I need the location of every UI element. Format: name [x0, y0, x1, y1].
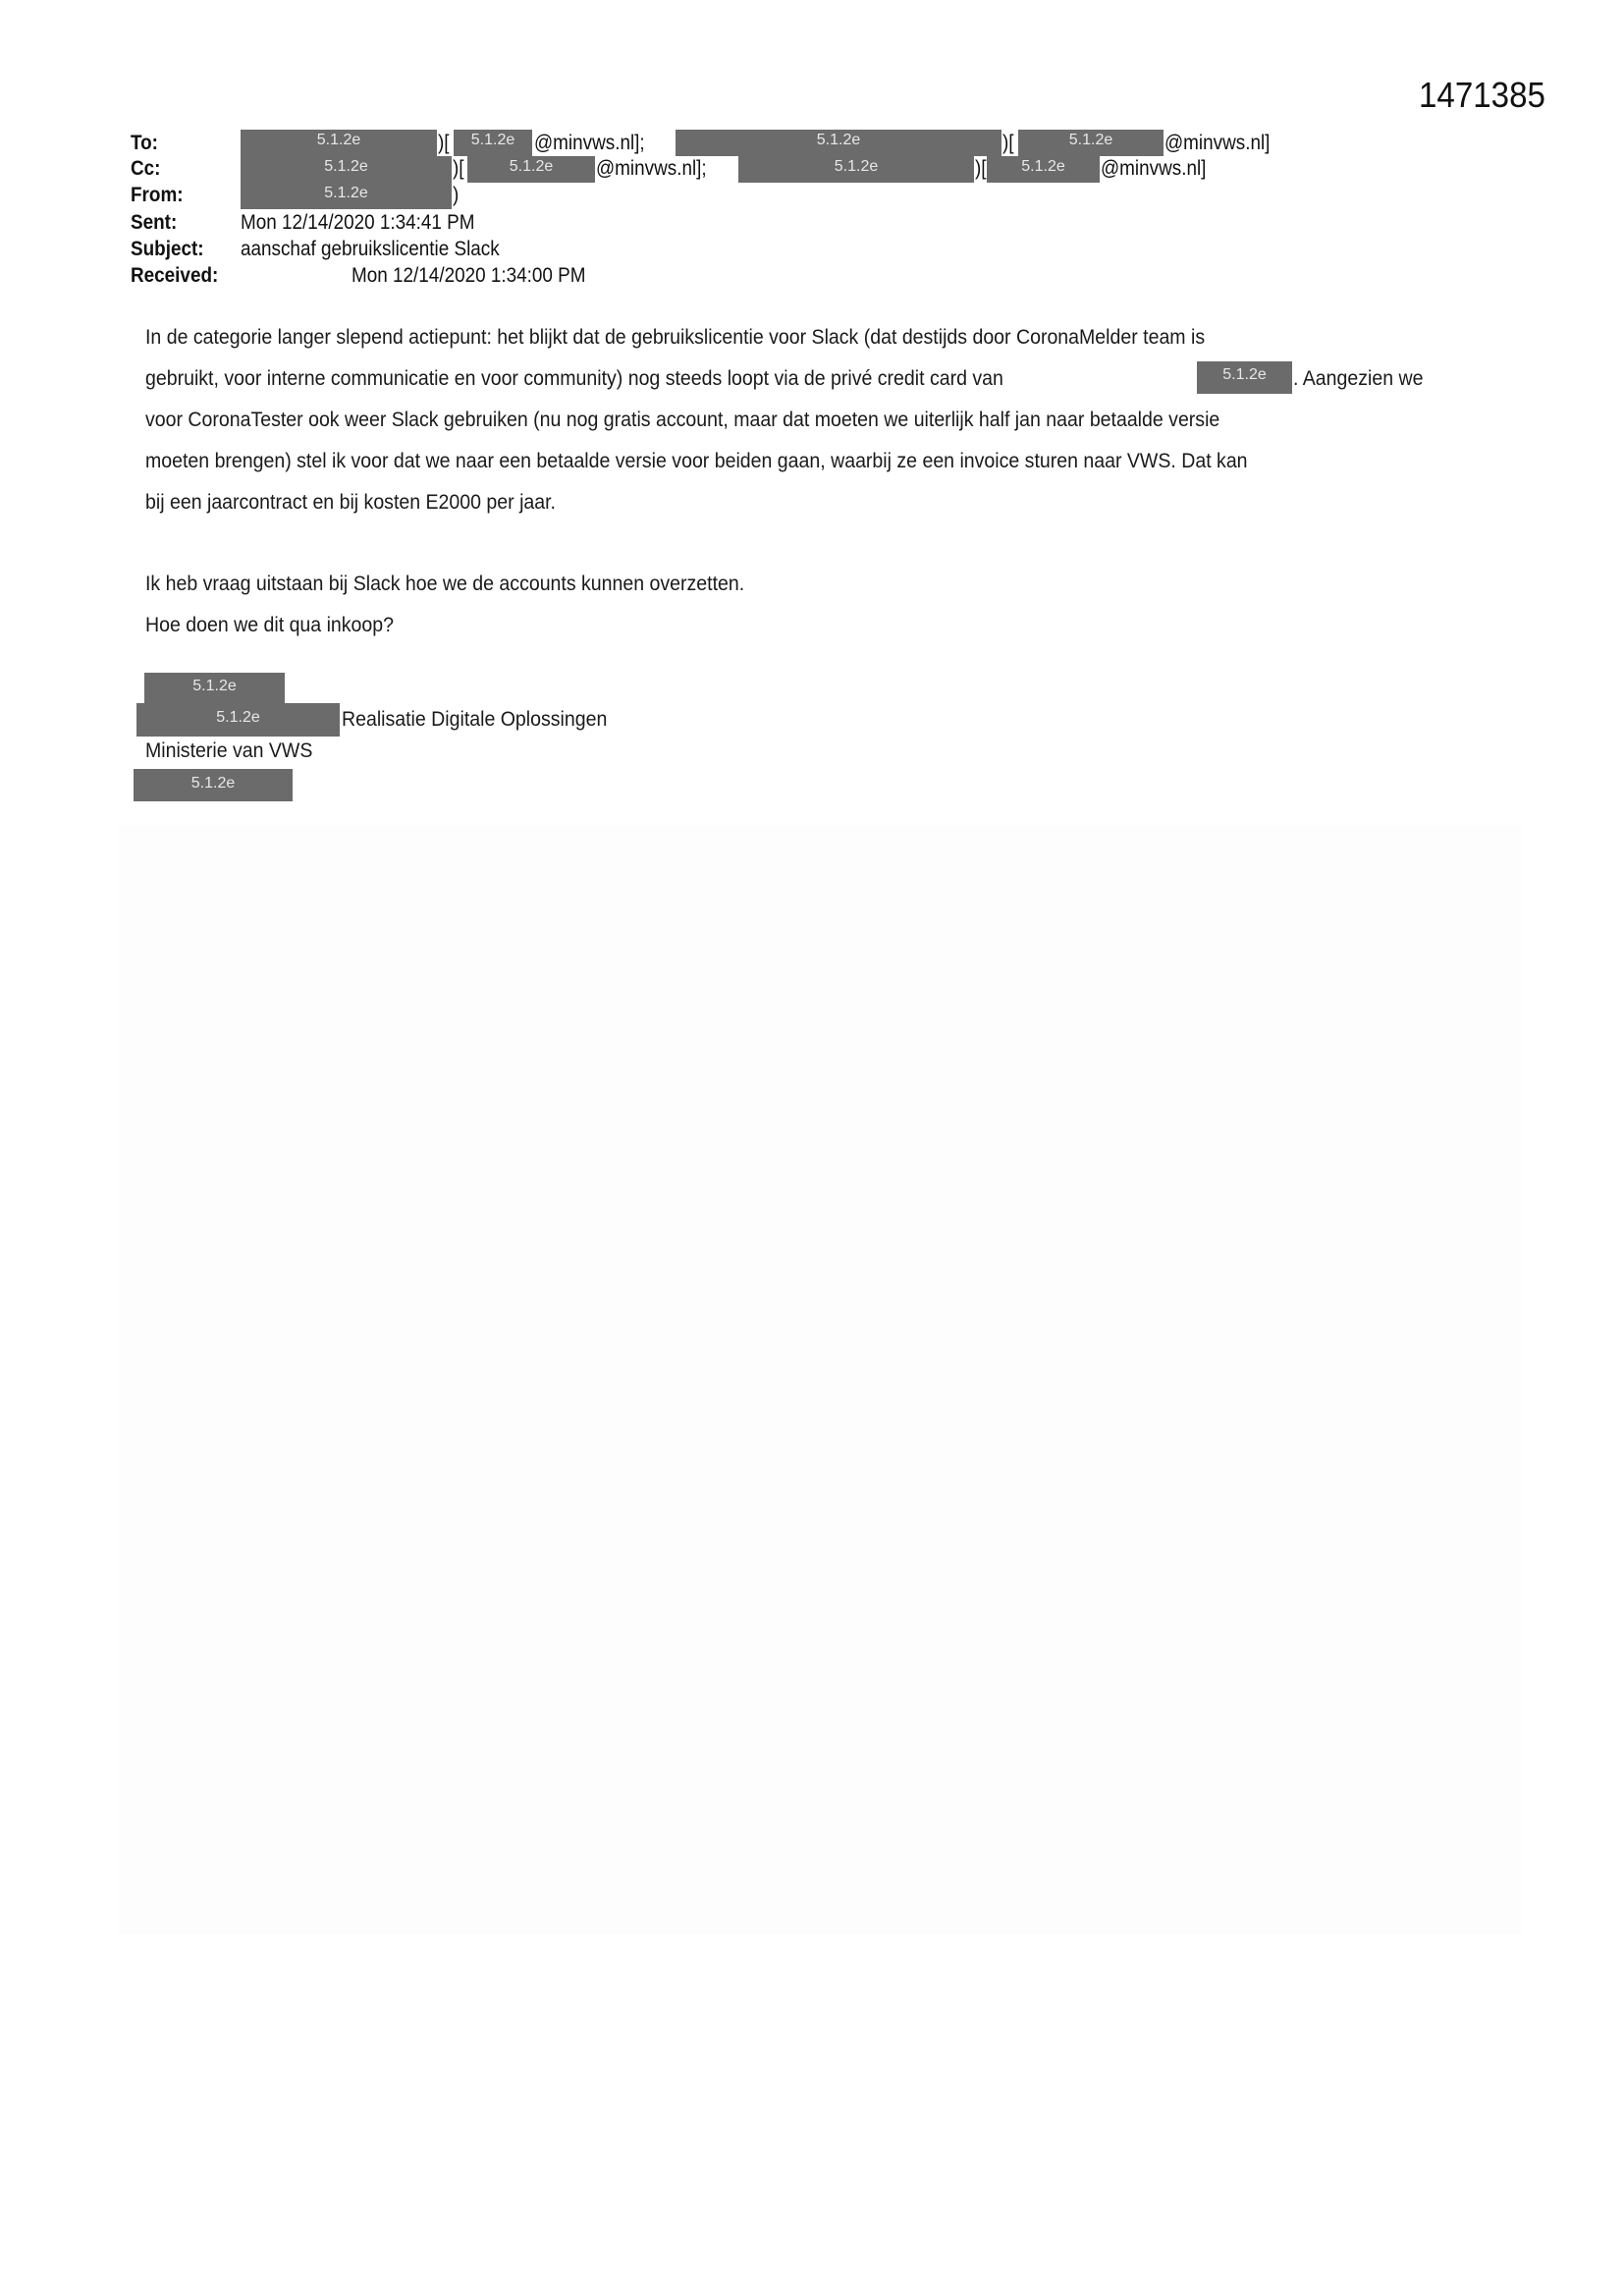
- redaction: 5.1.2e: [241, 130, 437, 156]
- sent-value: Mon 12/14/2020 1:34:41 PM: [241, 211, 475, 234]
- bracket: )[: [975, 157, 987, 180]
- redaction: 5.1.2e: [676, 130, 1001, 156]
- body-line: moeten brengen) stel ik voor dat we naar een betaalde versie voor beiden gaan, waarbij ze een invoice sturen naar VWS. Dat kan: [145, 450, 1248, 472]
- redaction: 5.1.2e: [467, 156, 595, 183]
- email-domain: @minvws.nl];: [596, 157, 707, 180]
- redaction: 5.1.2e: [136, 703, 340, 737]
- signature-ministry: Ministerie van VWS: [145, 739, 313, 762]
- cc-label: Cc:: [131, 157, 161, 180]
- redaction: 5.1.2e: [241, 156, 452, 183]
- signature-department: Realisatie Digitale Oplossingen: [342, 708, 608, 731]
- redaction: 5.1.2e: [144, 673, 285, 704]
- redaction: 5.1.2e: [454, 130, 532, 156]
- bracket: )[: [453, 157, 464, 180]
- body-line: bij een jaarcontract en bij kosten E2000 per jaar.: [145, 491, 556, 514]
- body-line: . Aangezien we: [1293, 367, 1424, 390]
- subject-label: Subject:: [131, 238, 204, 260]
- redaction: 5.1.2e: [1018, 130, 1164, 156]
- redaction: 5.1.2e: [738, 156, 974, 183]
- received-value: Mon 12/14/2020 1:34:00 PM: [352, 264, 586, 287]
- body-line: voor CoronaTester ook weer Slack gebruiken (nu nog gratis account, maar dat moeten we uiterlijk half jan naar betaalde versie: [145, 409, 1220, 431]
- from-label: From:: [131, 184, 184, 206]
- page-background: [118, 825, 1522, 1935]
- body-line: In de categorie langer slepend actiepunt: het blijkt dat de gebruikslicentie voor Slack (dat destijds door CoronaMelder team is: [145, 326, 1206, 349]
- redaction: 5.1.2e: [1197, 361, 1292, 394]
- redaction: 5.1.2e: [241, 183, 452, 209]
- redaction: 5.1.2e: [987, 156, 1100, 183]
- body-line: Hoe doen we dit qua inkoop?: [145, 614, 395, 636]
- subject-value: aanschaf gebruikslicentie Slack: [241, 238, 500, 260]
- document-number: 1471385: [1419, 75, 1545, 115]
- bracket: )[: [1002, 132, 1014, 154]
- email-domain: @minvws.nl]: [1101, 157, 1207, 180]
- received-label: Received:: [131, 264, 219, 287]
- redaction: 5.1.2e: [134, 769, 293, 801]
- body-line: Ik heb vraag uitstaan bij Slack hoe we de accounts kunnen overzetten.: [145, 573, 745, 595]
- email-domain: @minvws.nl]: [1164, 132, 1271, 154]
- email-domain: @minvws.nl];: [534, 132, 645, 154]
- bracket: )[: [438, 132, 450, 154]
- sent-label: Sent:: [131, 211, 178, 234]
- to-label: To:: [131, 132, 158, 154]
- body-line: gebruikt, voor interne communicatie en voor community) nog steeds loopt via de privé credit card van: [145, 367, 1003, 390]
- bracket: ): [453, 184, 460, 206]
